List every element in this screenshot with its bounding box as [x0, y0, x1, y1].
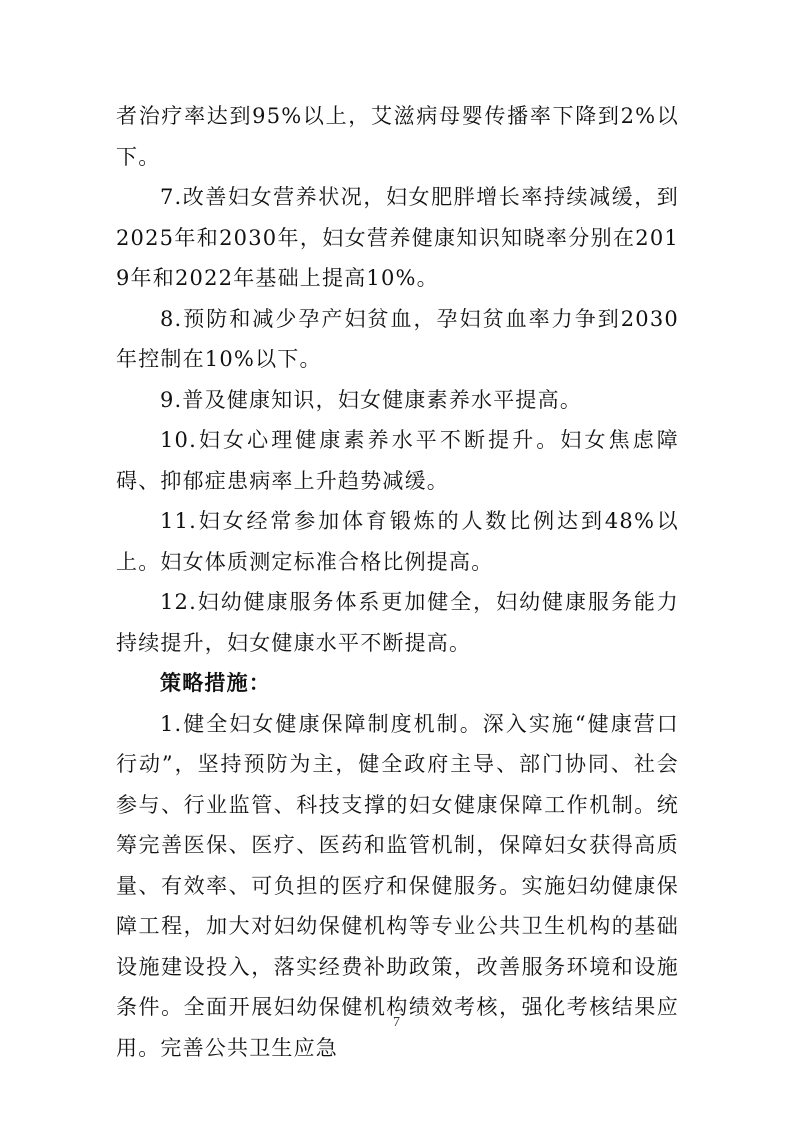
paragraph-measure-1: 1.健全妇女健康保障制度机制。深入实施“健康营口行动”，坚持预防为主，健全政府主导、部门协同、社会参与、行业监管、科技支撑的妇女健康保障工作机制。统筹完善医保、医疗、医药和监管机制，保障妇女获得高质量、有效率、可负担的医疗和保健服务。实施妇幼健康保障工程，加大对妇幼保健机构等专业公共卫生机构的基础设施建设投入，落实经费补助政策，改善服务环境和设施条件。全面开展妇幼保健机构绩效考核，强化考核结果应用。完善公共卫生应急 — [116, 711, 679, 1060]
paragraph-goal-10: 10.妇女心理健康素养水平不断提升。妇女焦虑障碍、抑郁症患病率上升趋势减缓。 — [116, 428, 679, 493]
page-number: 7 — [393, 1015, 400, 1030]
paragraph-goal-7: 7.改善妇女营养状况，妇女肥胖增长率持续减缓，到2025年和2030年，妇女营养健康知识知晓率分别在2019年和2022年基础上提高10%。 — [116, 185, 679, 290]
paragraph-goal-11: 11.妇女经常参加体育锻炼的人数比例达到48%以上。妇女体质测定标准合格比例提高。 — [116, 509, 679, 574]
paragraph-goal-9: 9.普及健康知识，妇女健康素养水平提高。 — [160, 387, 583, 412]
paragraph-goal-8: 8.预防和减少孕产妇贫血，孕妇贫血率力争到2030年控制在10%以下。 — [116, 306, 679, 371]
section-heading: 策略措施： — [160, 671, 271, 695]
document-body — [116, 96, 679, 1068]
paragraph-goal-12: 12.妇幼健康服务体系更加健全，妇幼健康服务能力持续提升，妇女健康水平不断提高。 — [116, 590, 679, 655]
paragraph-continuation: 者治疗率达到95%以上，艾滋病母婴传播率下降到2%以下。 — [116, 104, 679, 169]
